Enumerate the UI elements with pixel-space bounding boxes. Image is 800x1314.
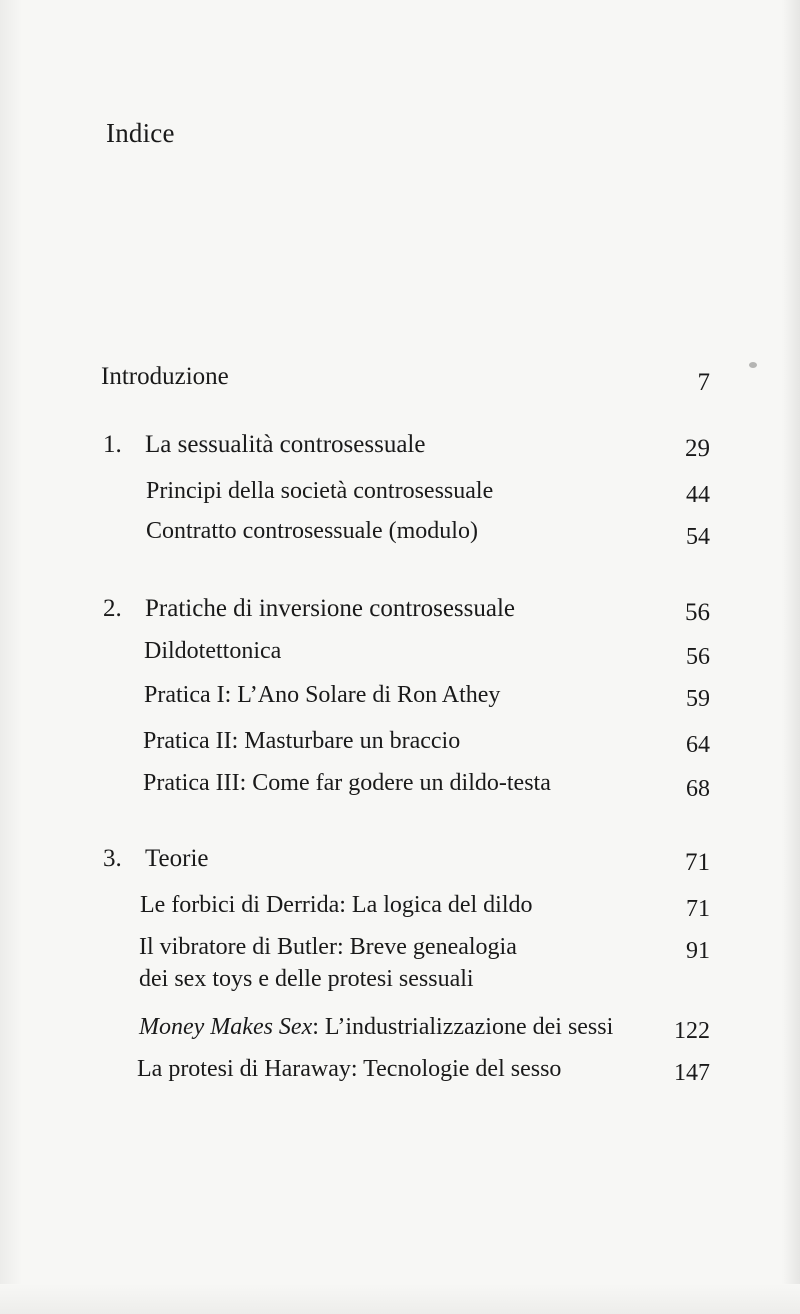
- section-title: La protesi di Haraway: Tecnologie del sesso: [137, 1056, 562, 1082]
- section-title-rest: : L’industrializzazione dei sessi: [312, 1014, 614, 1040]
- toc-section[interactable]: [0, 1054, 800, 1084]
- toc-section[interactable]: [0, 516, 800, 550]
- page-title: Indice: [106, 118, 175, 148]
- chapter-title: Teorie: [145, 845, 209, 872]
- section-page: 56: [686, 644, 710, 670]
- chapter-title: La sessualità controsessuale: [145, 431, 426, 458]
- section-page: 44: [686, 482, 710, 508]
- section-title-line-1: Il vibratore di Butler: Breve genealogia: [139, 934, 517, 960]
- section-title-italic: Money Makes Sex: [139, 1014, 313, 1040]
- section-title: Pratica III: Come far godere un dildo-testa: [143, 770, 551, 796]
- chapter-number: 2.: [103, 595, 122, 622]
- toc-section[interactable]: [0, 476, 800, 506]
- section-page: 59: [686, 686, 710, 712]
- section-page: 54: [686, 524, 710, 550]
- section-title: Principi della società controsessuale: [146, 478, 494, 504]
- toc-section[interactable]: [0, 1012, 800, 1042]
- toc-entry-introduction[interactable]: [0, 362, 800, 396]
- chapter-page: 29: [685, 435, 710, 462]
- section-title: Contratto controsessuale (modulo): [146, 518, 478, 544]
- toc-section[interactable]: [0, 680, 800, 710]
- toc-section-continuation: [0, 964, 800, 994]
- chapter-page: 56: [685, 599, 710, 626]
- chapter-page: 71: [685, 849, 710, 876]
- section-title: Dildotettonica: [144, 638, 282, 664]
- toc-section[interactable]: [0, 636, 800, 670]
- section-title: Pratica II: Masturbare un braccio: [143, 728, 461, 754]
- section-page: 71: [686, 896, 710, 922]
- chapter-number: 3.: [103, 845, 122, 872]
- section-title: Le forbici di Derrida: La logica del dildo: [140, 892, 533, 918]
- toc-chapter-3[interactable]: [0, 844, 800, 874]
- section-page: 91: [686, 938, 710, 964]
- section-title: [139, 1012, 613, 1042]
- toc-section-multiline[interactable]: [0, 932, 800, 962]
- chapter-number: 1.: [103, 431, 122, 458]
- toc-entry-page: 7: [697, 369, 710, 396]
- toc-section[interactable]: [0, 890, 800, 920]
- toc-section[interactable]: [0, 768, 800, 802]
- section-page: 122: [674, 1018, 710, 1044]
- toc-chapter-2[interactable]: [0, 594, 800, 624]
- section-page: 68: [686, 776, 710, 802]
- section-title: Pratica I: L’Ano Solare di Ron Athey: [144, 682, 501, 708]
- section-page: 64: [686, 732, 710, 758]
- section-page: 147: [674, 1060, 710, 1086]
- toc-entry-label: Introduzione: [101, 363, 229, 390]
- bleed-through-texture: [92, 126, 732, 154]
- chapter-title: Pratiche di inversione controsessuale: [145, 595, 516, 622]
- toc-section[interactable]: [0, 726, 800, 756]
- page-edge-bottom: [0, 1284, 800, 1314]
- section-title-line-2: dei sex toys e delle protesi sessuali: [139, 966, 474, 992]
- toc-chapter-1[interactable]: [0, 430, 800, 460]
